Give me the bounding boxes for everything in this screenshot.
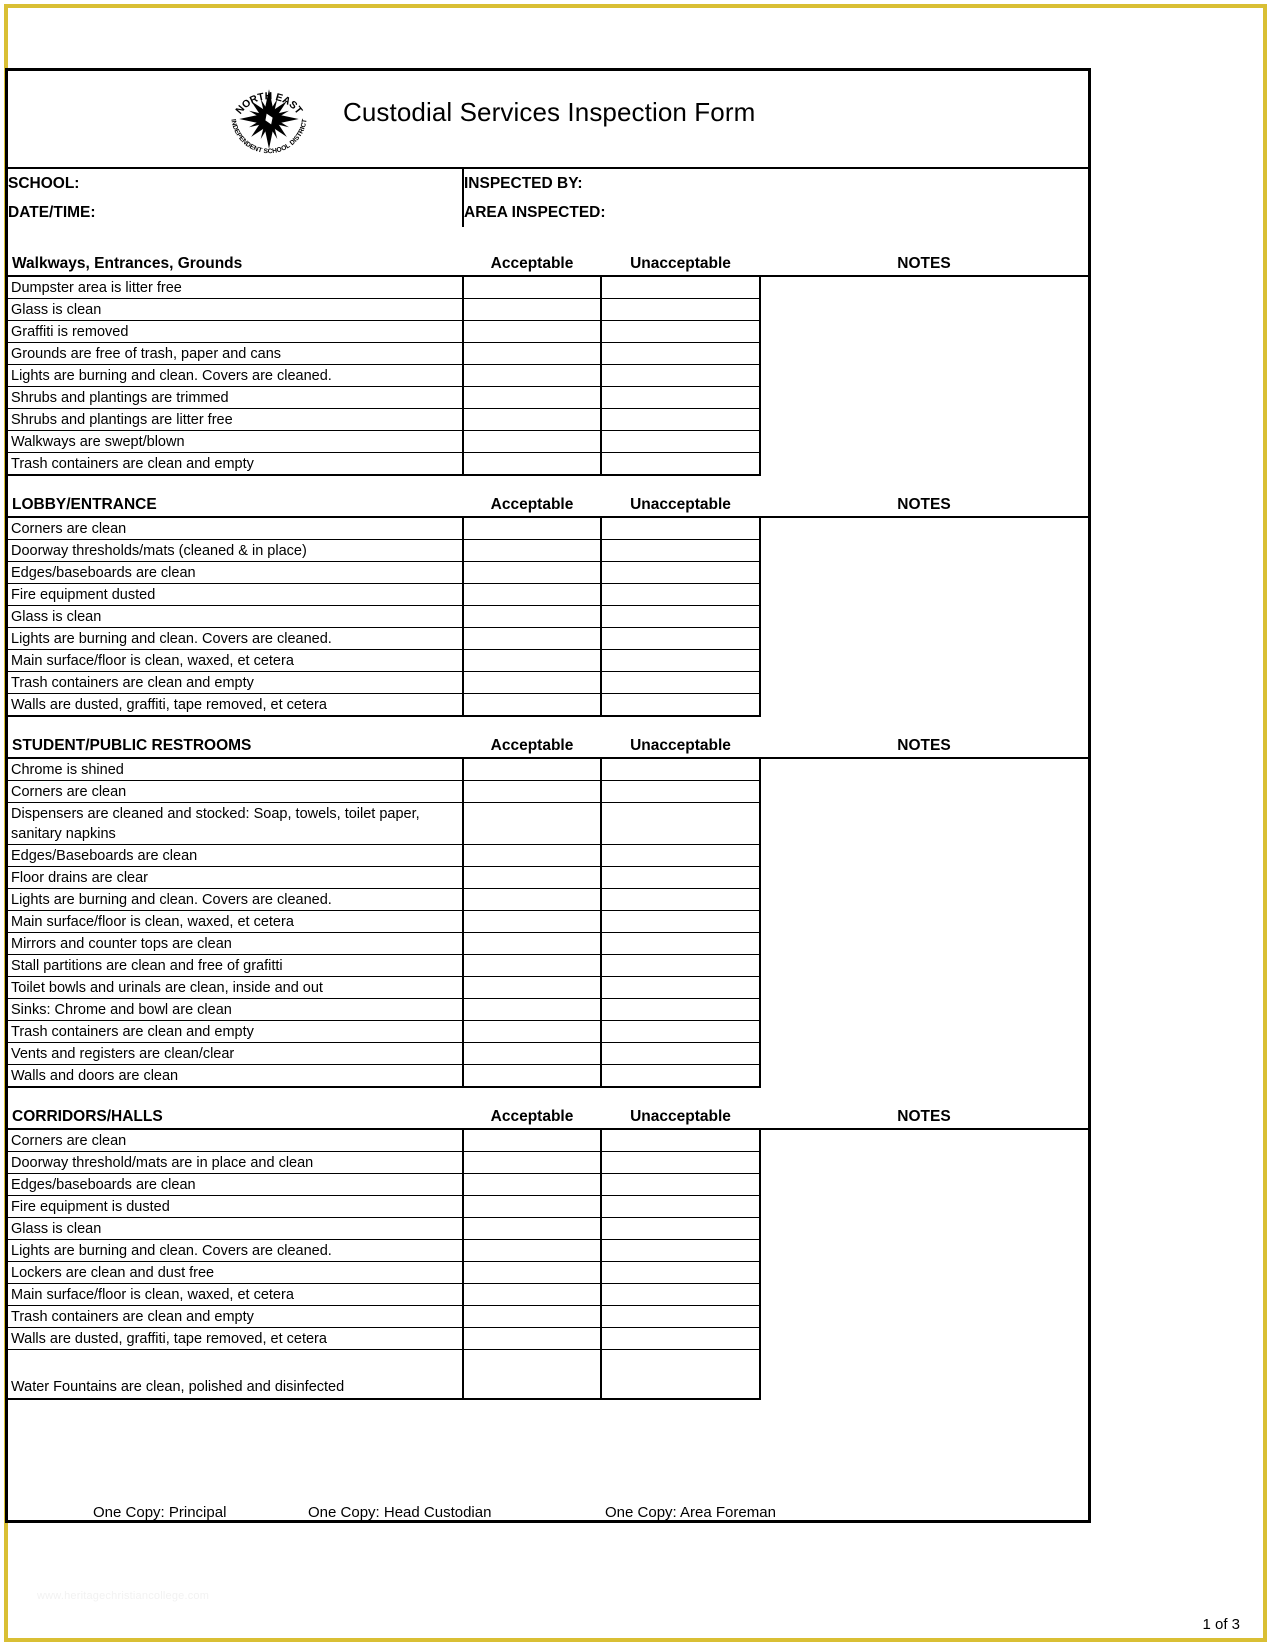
logo-top-text: NORTH EAST [234,91,304,117]
column-header-notes: NOTES [760,716,1088,758]
title-band-row [8,71,1088,169]
section-title: LOBBY/ENTRANCE [8,475,463,517]
item-label: Walls are dusted, graffiti, tape removed, et cetera [8,1328,463,1350]
item-label: Dispensers are cleaned and stocked: Soap, towels, toilet paper, sanitary napkins [8,803,463,845]
neisd-compass-rose-icon [221,74,317,164]
item-label: Walls are dusted, graffiti, tape removed, et cetera [8,694,463,717]
acceptable-checkbox-cell[interactable] [463,672,601,694]
acceptable-checkbox-cell[interactable] [463,758,601,781]
item-label: Stall partitions are clean and free of grafitti [8,955,463,977]
unacceptable-checkbox-cell[interactable] [601,365,760,387]
section-title: STUDENT/PUBLIC RESTROOMS [8,716,463,758]
footer-area [8,1400,1088,1520]
unacceptable-checkbox-cell[interactable] [601,1021,760,1043]
unacceptable-checkbox-cell[interactable] [601,1328,760,1350]
page-title: Custodial Services Inspection Form [343,97,756,127]
unacceptable-checkbox-cell[interactable] [601,1284,760,1306]
unacceptable-checkbox-cell[interactable] [601,672,760,694]
acceptable-checkbox-cell[interactable] [463,1196,601,1218]
unacceptable-checkbox-cell[interactable] [601,694,760,717]
unacceptable-checkbox-cell[interactable] [601,343,760,365]
section-header-student-public-restrooms [8,716,1088,758]
item-label: Trash containers are clean and empty [8,1021,463,1043]
acceptable-checkbox-cell[interactable] [463,1043,601,1065]
column-header-acceptable: Acceptable [463,227,601,276]
acceptable-checkbox-cell[interactable] [463,584,601,606]
item-label: Trash containers are clean and empty [8,453,463,476]
item-label: Shrubs and plantings are trimmed [8,387,463,409]
item-label: Main surface/floor is clean, waxed, et cetera [8,911,463,933]
item-label: Vents and registers are clean/clear [8,1043,463,1065]
acceptable-checkbox-cell[interactable] [463,321,601,343]
acceptable-checkbox-cell[interactable] [463,694,601,717]
notes-cell[interactable] [760,276,1088,475]
acceptable-checkbox-cell[interactable] [463,955,601,977]
unacceptable-checkbox-cell[interactable] [601,911,760,933]
acceptable-checkbox-cell[interactable] [463,1328,601,1350]
school-label: SCHOOL: [8,174,80,192]
logo-bottom-text: INDEPENDENT SCHOOL DISTRICT [229,118,309,156]
inspection-form-box [5,68,1091,1523]
unacceptable-checkbox-cell[interactable] [601,889,760,911]
item-label: Edges/Baseboards are clean [8,845,463,867]
acceptable-checkbox-cell[interactable] [463,933,601,955]
column-header-acceptable: Acceptable [463,716,601,758]
unacceptable-checkbox-cell[interactable] [601,999,760,1021]
acceptable-checkbox-cell[interactable] [463,1174,601,1196]
unacceptable-checkbox-cell[interactable] [601,977,760,999]
column-header-acceptable: Acceptable [463,1087,601,1129]
acceptable-checkbox-cell[interactable] [463,1065,601,1088]
unacceptable-checkbox-cell[interactable] [601,1129,760,1152]
unacceptable-checkbox-cell[interactable] [601,299,760,321]
item-label: Sinks: Chrome and bowl are clean [8,999,463,1021]
acceptable-checkbox-cell[interactable] [463,431,601,453]
unacceptable-checkbox-cell[interactable] [601,1152,760,1174]
acceptable-checkbox-cell[interactable] [463,409,601,431]
acceptable-checkbox-cell[interactable] [463,911,601,933]
column-header-unacceptable: Unacceptable [601,475,760,517]
item-label: Floor drains are clear [8,867,463,889]
column-header-unacceptable: Unacceptable [601,1087,760,1129]
copy-head-custodian: One Copy: Head Custodian [308,1504,492,1521]
unacceptable-checkbox-cell[interactable] [601,409,760,431]
unacceptable-checkbox-cell[interactable] [601,321,760,343]
table-row [8,1129,1088,1152]
item-label: Walls and doors are clean [8,1065,463,1088]
unacceptable-checkbox-cell[interactable] [601,1350,760,1400]
acceptable-checkbox-cell[interactable] [463,365,601,387]
item-label: Edges/baseboards are clean [8,1174,463,1196]
item-label: Water Fountains are clean, polished and disinfected [8,1350,463,1400]
unacceptable-checkbox-cell[interactable] [601,955,760,977]
unacceptable-checkbox-cell[interactable] [601,453,760,476]
acceptable-checkbox-cell[interactable] [463,343,601,365]
section-header-lobby-entrance [8,475,1088,517]
acceptable-checkbox-cell[interactable] [463,650,601,672]
copy-principal: One Copy: Principal [93,1504,227,1521]
footer-row [8,1399,1088,1520]
item-label: Glass is clean [8,299,463,321]
acceptable-checkbox-cell[interactable] [463,1350,601,1400]
page-number: 1 of 3 [1202,1616,1240,1633]
item-label: Toilet bowls and urinals are clean, inside and out [8,977,463,999]
unacceptable-checkbox-cell[interactable] [601,1262,760,1284]
unacceptable-checkbox-cell[interactable] [601,562,760,584]
unacceptable-checkbox-cell[interactable] [601,387,760,409]
item-label: Dumpster area is litter free [8,276,463,299]
acceptable-checkbox-cell[interactable] [463,781,601,803]
item-label: Trash containers are clean and empty [8,672,463,694]
item-label: Corners are clean [8,781,463,803]
acceptable-checkbox-cell[interactable] [463,387,601,409]
date-time-label: DATE/TIME: [8,203,96,221]
acceptable-checkbox-cell[interactable] [463,1021,601,1043]
section-title: CORRIDORS/HALLS [8,1087,463,1129]
table-row [8,276,1088,299]
acceptable-checkbox-cell[interactable] [463,453,601,476]
inspected-by-field[interactable] [760,169,1088,198]
item-label: Walkways are swept/blown [8,431,463,453]
unacceptable-checkbox-cell[interactable] [601,517,760,540]
notes-cell[interactable] [760,758,1088,1087]
table-row [8,517,1088,540]
acceptable-checkbox-cell[interactable] [463,845,601,867]
unacceptable-checkbox-cell[interactable] [601,1043,760,1065]
section-header-walkways [8,227,1088,276]
unacceptable-checkbox-cell[interactable] [601,1065,760,1088]
item-label: Corners are clean [8,1129,463,1152]
item-label: Graffiti is removed [8,321,463,343]
unacceptable-checkbox-cell[interactable] [601,540,760,562]
acceptable-checkbox-cell[interactable] [463,628,601,650]
area-inspected-field[interactable] [760,198,1088,227]
acceptable-checkbox-cell[interactable] [463,299,601,321]
unacceptable-checkbox-cell[interactable] [601,431,760,453]
item-label: Glass is clean [8,606,463,628]
acceptable-checkbox-cell[interactable] [463,803,601,845]
unacceptable-checkbox-cell[interactable] [601,933,760,955]
acceptable-checkbox-cell[interactable] [463,999,601,1021]
section-header-corridors-halls [8,1087,1088,1129]
acceptable-checkbox-cell[interactable] [463,1152,601,1174]
acceptable-checkbox-cell[interactable] [463,276,601,299]
area-inspected-label[interactable]: AREA INSPECTED: [463,198,760,227]
section-title: Walkways, Entrances, Grounds [8,227,463,276]
item-label: Doorway thresholds/mats (cleaned & in place) [8,540,463,562]
column-header-notes: NOTES [760,227,1088,276]
item-label: Doorway threshold/mats are in place and clean [8,1152,463,1174]
item-label: Lights are burning and clean. Covers are cleaned. [8,1240,463,1262]
unacceptable-checkbox-cell[interactable] [601,781,760,803]
unacceptable-checkbox-cell[interactable] [601,606,760,628]
item-label: Main surface/floor is clean, waxed, et cetera [8,1284,463,1306]
unacceptable-checkbox-cell[interactable] [601,1218,760,1240]
item-label: Chrome is shined [8,758,463,781]
item-label: Main surface/floor is clean, waxed, et cetera [8,650,463,672]
unacceptable-checkbox-cell[interactable] [601,628,760,650]
item-label: Fire equipment dusted [8,584,463,606]
acceptable-checkbox-cell[interactable] [463,1240,601,1262]
acceptable-checkbox-cell[interactable] [463,1129,601,1152]
title-band [8,71,1088,169]
column-header-notes: NOTES [760,1087,1088,1129]
unacceptable-checkbox-cell[interactable] [601,845,760,867]
item-label: Glass is clean [8,1218,463,1240]
unacceptable-checkbox-cell[interactable] [601,1174,760,1196]
acceptable-checkbox-cell[interactable] [463,889,601,911]
unacceptable-checkbox-cell[interactable] [601,758,760,781]
column-header-unacceptable: Unacceptable [601,227,760,276]
item-label: Edges/baseboards are clean [8,562,463,584]
acceptable-checkbox-cell[interactable] [463,1284,601,1306]
acceptable-checkbox-cell[interactable] [463,1306,601,1328]
unacceptable-checkbox-cell[interactable] [601,867,760,889]
column-header-notes: NOTES [760,475,1088,517]
item-label: Corners are clean [8,517,463,540]
unacceptable-checkbox-cell[interactable] [601,1306,760,1328]
item-label: Lights are burning and clean. Covers are cleaned. [8,365,463,387]
item-label: Mirrors and counter tops are clean [8,933,463,955]
inspection-form-table [8,71,1088,1520]
date-area-row [8,198,1088,227]
unacceptable-checkbox-cell[interactable] [601,1196,760,1218]
notes-cell[interactable] [760,517,1088,716]
acceptable-checkbox-cell[interactable] [463,977,601,999]
item-label: Lockers are clean and dust free [8,1262,463,1284]
unacceptable-checkbox-cell[interactable] [601,650,760,672]
notes-cell[interactable] [760,1129,1088,1399]
acceptable-checkbox-cell[interactable] [463,606,601,628]
column-header-acceptable: Acceptable [463,475,601,517]
acceptable-checkbox-cell[interactable] [463,1262,601,1284]
acceptable-checkbox-cell[interactable] [463,867,601,889]
inspected-by-label[interactable]: INSPECTED BY: [463,169,760,198]
acceptable-checkbox-cell[interactable] [463,1218,601,1240]
item-label: Lights are burning and clean. Covers are cleaned. [8,628,463,650]
item-label: Shrubs and plantings are litter free [8,409,463,431]
item-label: Lights are burning and clean. Covers are cleaned. [8,889,463,911]
unacceptable-checkbox-cell[interactable] [601,1240,760,1262]
item-label: Grounds are free of trash, paper and cans [8,343,463,365]
acceptable-checkbox-cell[interactable] [463,540,601,562]
copy-area-foreman: One Copy: Area Foreman [605,1504,776,1521]
watermark: www.heritagechristiancollege.com [37,1590,210,1602]
item-label: Trash containers are clean and empty [8,1306,463,1328]
unacceptable-checkbox-cell[interactable] [601,584,760,606]
school-inspector-row [8,169,1088,198]
item-label: Fire equipment is dusted [8,1196,463,1218]
unacceptable-checkbox-cell[interactable] [601,803,760,845]
table-row [8,758,1088,781]
acceptable-checkbox-cell[interactable] [463,517,601,540]
acceptable-checkbox-cell[interactable] [463,562,601,584]
unacceptable-checkbox-cell[interactable] [601,276,760,299]
column-header-unacceptable: Unacceptable [601,716,760,758]
